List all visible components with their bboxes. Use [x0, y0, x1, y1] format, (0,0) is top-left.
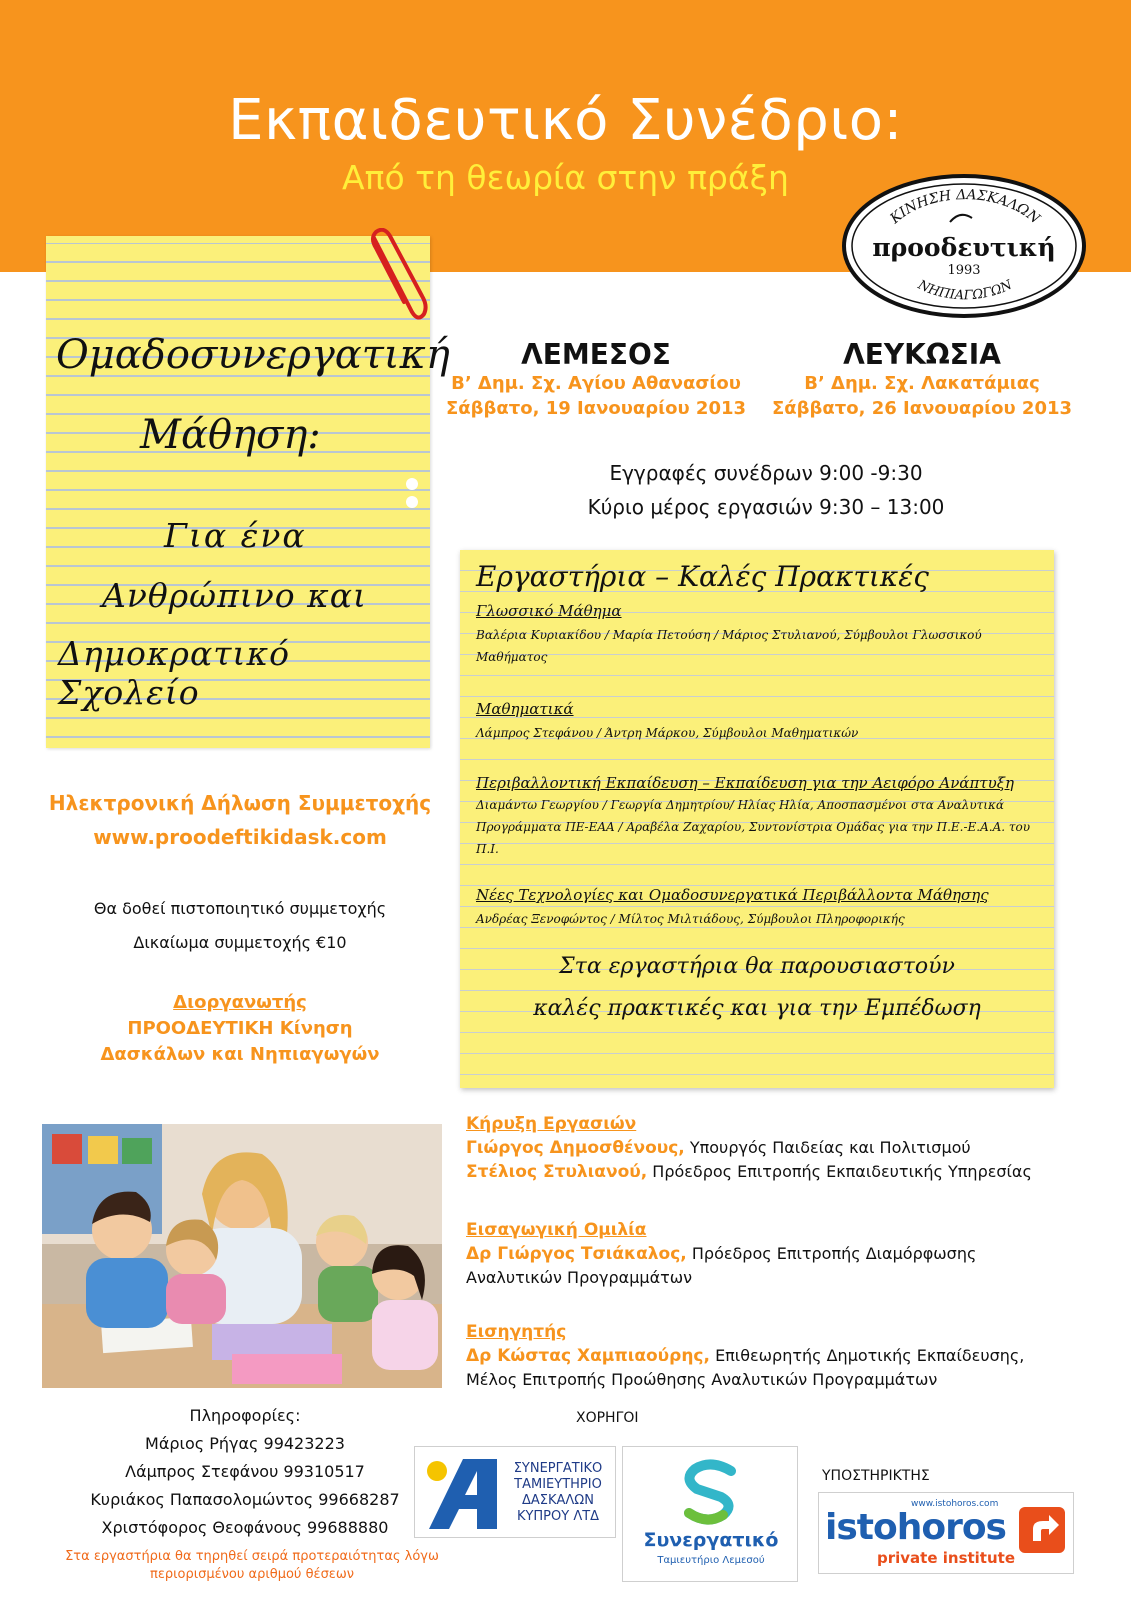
logo-top-text: ΚΙΝΗΣΗ ΔΑΣΚΑΛΩΝ	[887, 187, 1043, 228]
intro-person-role: Πρόεδρος Επιτροπής Διαμόρφωσης	[691, 1244, 977, 1263]
workshops-title: Εργαστήρια – Καλές Πρακτικές	[476, 560, 929, 593]
arrow-icon	[1019, 1507, 1065, 1553]
sponsor-mark-icon	[419, 1453, 501, 1533]
contact-item: Κυριάκος Παπασολομώντος 99668287	[90, 1490, 400, 1509]
opening-section	[466, 1112, 1066, 1184]
venue-school: Β’ Δημ. Σχ. Αγίου Αθανασίου	[451, 373, 741, 394]
venue-date: Σάββατο, 26 Ιανουαρίου 2013	[771, 398, 1073, 419]
info-label: Πληροφορίες:	[189, 1406, 301, 1425]
registration-url[interactable]: www.proodeftikidask.com	[93, 825, 387, 849]
supporter-brand: istohoros	[825, 1507, 1006, 1548]
workshop-text: Ανδρέας Ξενοφώντος / Μίλτος Μιλτιάδους, Σύμβουλοι Πληροφορικής	[476, 912, 905, 926]
intro-person-name: Δρ Γιώργος Τσιάκαλος,	[466, 1244, 687, 1264]
workshop-heading: Γλωσσικό Μάθημα	[476, 602, 622, 620]
sponsor-1-line: ΔΑΣΚΑΛΩΝ	[522, 1493, 594, 1508]
sponsor-s-icon	[681, 1459, 741, 1525]
paperclip-icon	[362, 228, 432, 324]
contact-item: Χριστόφορος Θεοφάνους 99688880	[101, 1518, 389, 1537]
logo-year: 1993	[947, 263, 981, 278]
page-subtitle: Από τη θεωρία στην πράξη	[342, 158, 789, 197]
workshops-footer-2: καλές πρακτικές και για την Εμπέδωση	[533, 996, 981, 1021]
workshop-heading: Μαθηματικά	[476, 700, 574, 718]
venue-date: Σάββατο, 19 Ιανουαρίου 2013	[445, 398, 747, 419]
registration-time: Εγγραφές συνέδρων 9:00 -9:30	[609, 461, 923, 485]
certificate-text: Θα δοθεί πιστοποιητικό συμμετοχής	[93, 899, 387, 918]
sponsor-1-line: ΣΥΝΕΡΓΑΤΙΚΟ	[513, 1461, 603, 1476]
organizer-label: Διοργανωτής	[173, 992, 307, 1013]
intro-section	[466, 1218, 1066, 1290]
supporter-label: ΥΠΟΣΤΗΡΙΚΤΗΣ	[822, 1468, 930, 1484]
opening-heading: Κήρυξη Εργασιών	[466, 1114, 637, 1134]
sponsor-2-sub: Ταμιευτήριο Λεμεσού	[657, 1555, 765, 1566]
registration-label: Ηλεκτρονική Δήλωση Συμμετοχής	[48, 791, 432, 815]
main-session-time: Κύριο μέρος εργασιών 9:30 – 13:00	[587, 495, 945, 519]
workshop-heading: Περιβαλλοντική Εκπαίδευση – Εκπαίδευση για την Αειφόρο Ανάπτυξη	[476, 774, 1014, 792]
children-photo	[42, 1124, 442, 1388]
logo-main-text: προοδευτική	[872, 233, 1056, 262]
opening-person-role: Πρόεδρος Επιτροπής Εκπαιδευτικής Υπηρεσίας	[652, 1162, 1032, 1181]
sponsor-logo-teachers-bank	[414, 1446, 616, 1538]
speaker-role: Επιθεωρητής Δημοτικής Εκπαίδευσης,	[715, 1346, 1025, 1365]
organizer-line-1: ΠΡΟΟΔΕΥΤΙΚΗ Κίνηση	[127, 1018, 353, 1039]
workshop-text: Διαμάντω Γεωργίου / Γεωργία Δημητρίου/ Ηλίας Ηλία, Αποσπασμένοι στα Αναλυτικά Προγράμματα ΠΕ-ΕΑΑ / Αραβέλα Ζαχαρίου, Συντονίστρια Ομάδας για την Π.Ε.-Ε.Α.Α. του Π.Ι.	[476, 798, 1031, 856]
organizer-block	[40, 990, 440, 1068]
speaker-name: Δρ Κώστας Χαμπιαούρης,	[466, 1346, 710, 1366]
intro-person-role-2: Αναλυτικών Προγραμμάτων	[466, 1268, 693, 1287]
venue-school: Β’ Δημ. Σχ. Λακατάμιας	[804, 373, 1040, 394]
sponsor-1-line: ΚΥΠΡΟΥ ΛΤΔ	[516, 1509, 600, 1524]
workshops-footer-1: Στα εργαστήρια θα παρουσιαστούν	[559, 954, 955, 979]
fee-text: Δικαίωμα συμμετοχής €10	[133, 933, 347, 952]
organization-logo	[840, 172, 1088, 320]
sponsors-label: ΧΟΡΗΓΟΙ	[576, 1410, 639, 1426]
sponsor-1-line: ΤΑΜΙΕΥΤΗΡΙΟ	[514, 1477, 602, 1492]
supporter-logo-istohoros	[818, 1492, 1074, 1574]
note-line-4: Ανθρώπινο και	[102, 576, 367, 615]
speaker-section	[466, 1320, 1066, 1392]
speaker-role-2: Μέλος Επιτροπής Προώθησης Αναλυτικών Προγραμμάτων	[466, 1370, 938, 1389]
note-line-2: Μάθηση:	[140, 412, 321, 458]
workshop-text: Λάμπρος Στεφάνου / Άντρη Μάρκου, Σύμβουλοι Μαθηματικών	[476, 726, 859, 740]
opening-person-name: Στέλιος Στυλιανού,	[466, 1162, 648, 1182]
sponsor-logo-lemesos-coop	[622, 1446, 798, 1582]
page-title: Εκπαιδευτικό Συνέδριο:	[228, 88, 903, 153]
note-line-1: Ομαδοσυνεργατική	[56, 332, 450, 378]
priority-note-line-2: περιορισμένου αριθμού θέσεων	[150, 1567, 354, 1582]
opening-person-role: Υπουργός Παιδείας και Πολιτισμού	[689, 1138, 971, 1157]
logo-bottom-text: ΝΗΠΙΑΓΩΓΩΝ	[915, 277, 1015, 304]
sponsor-1-text	[505, 1461, 611, 1525]
venue-lemesos	[436, 338, 756, 421]
priority-note-line-1: Στα εργαστήρια θα τηρηθεί σειρά προτεραιότητας λόγω	[65, 1549, 439, 1564]
contact-item: Μάριος Ρήγας 99423223	[145, 1434, 345, 1453]
intro-heading: Εισαγωγική Ομιλία	[466, 1220, 647, 1240]
note-line-3: Για ένα	[164, 516, 307, 555]
priority-note	[40, 1548, 464, 1584]
contact-info	[60, 1402, 430, 1542]
venue-lefkosia	[762, 338, 1082, 421]
participation-block	[40, 892, 440, 960]
supporter-sub: private institute	[877, 1549, 1015, 1567]
supporter-url: www.istohoros.com	[911, 1499, 999, 1509]
venue-city: ΛΕΜΕΣΟΣ	[521, 338, 671, 371]
note-line-5: Δημοκρατικό Σχολείο	[58, 634, 290, 712]
opening-person-name: Γιώργος Δημοσθένους,	[466, 1138, 685, 1158]
contact-item: Λάμπρος Στεφάνου 99310517	[125, 1462, 365, 1481]
organizer-line-2: Δασκάλων και Νηπιαγωγών	[100, 1044, 380, 1065]
workshop-text: Βαλέρια Κυριακίδου / Μαρία Πετούση / Μάριος Στυλιανού, Σύμβουλοι Γλωσσικού Μαθήματος	[476, 628, 982, 664]
venue-city: ΛΕΥΚΩΣΙΑ	[843, 338, 1001, 371]
registration-block	[40, 786, 440, 854]
sponsor-2-name: Συνεργατικό	[643, 1529, 779, 1551]
workshops-note-card	[460, 550, 1054, 1088]
schedule-times	[556, 456, 976, 524]
note-holes-icon	[404, 476, 420, 510]
workshop-heading: Νέες Τεχνολογίες και Ομαδοσυνεργατικά Περιβάλλοντα Μάθησης	[476, 886, 989, 904]
speaker-heading: Εισηγητής	[466, 1322, 567, 1342]
